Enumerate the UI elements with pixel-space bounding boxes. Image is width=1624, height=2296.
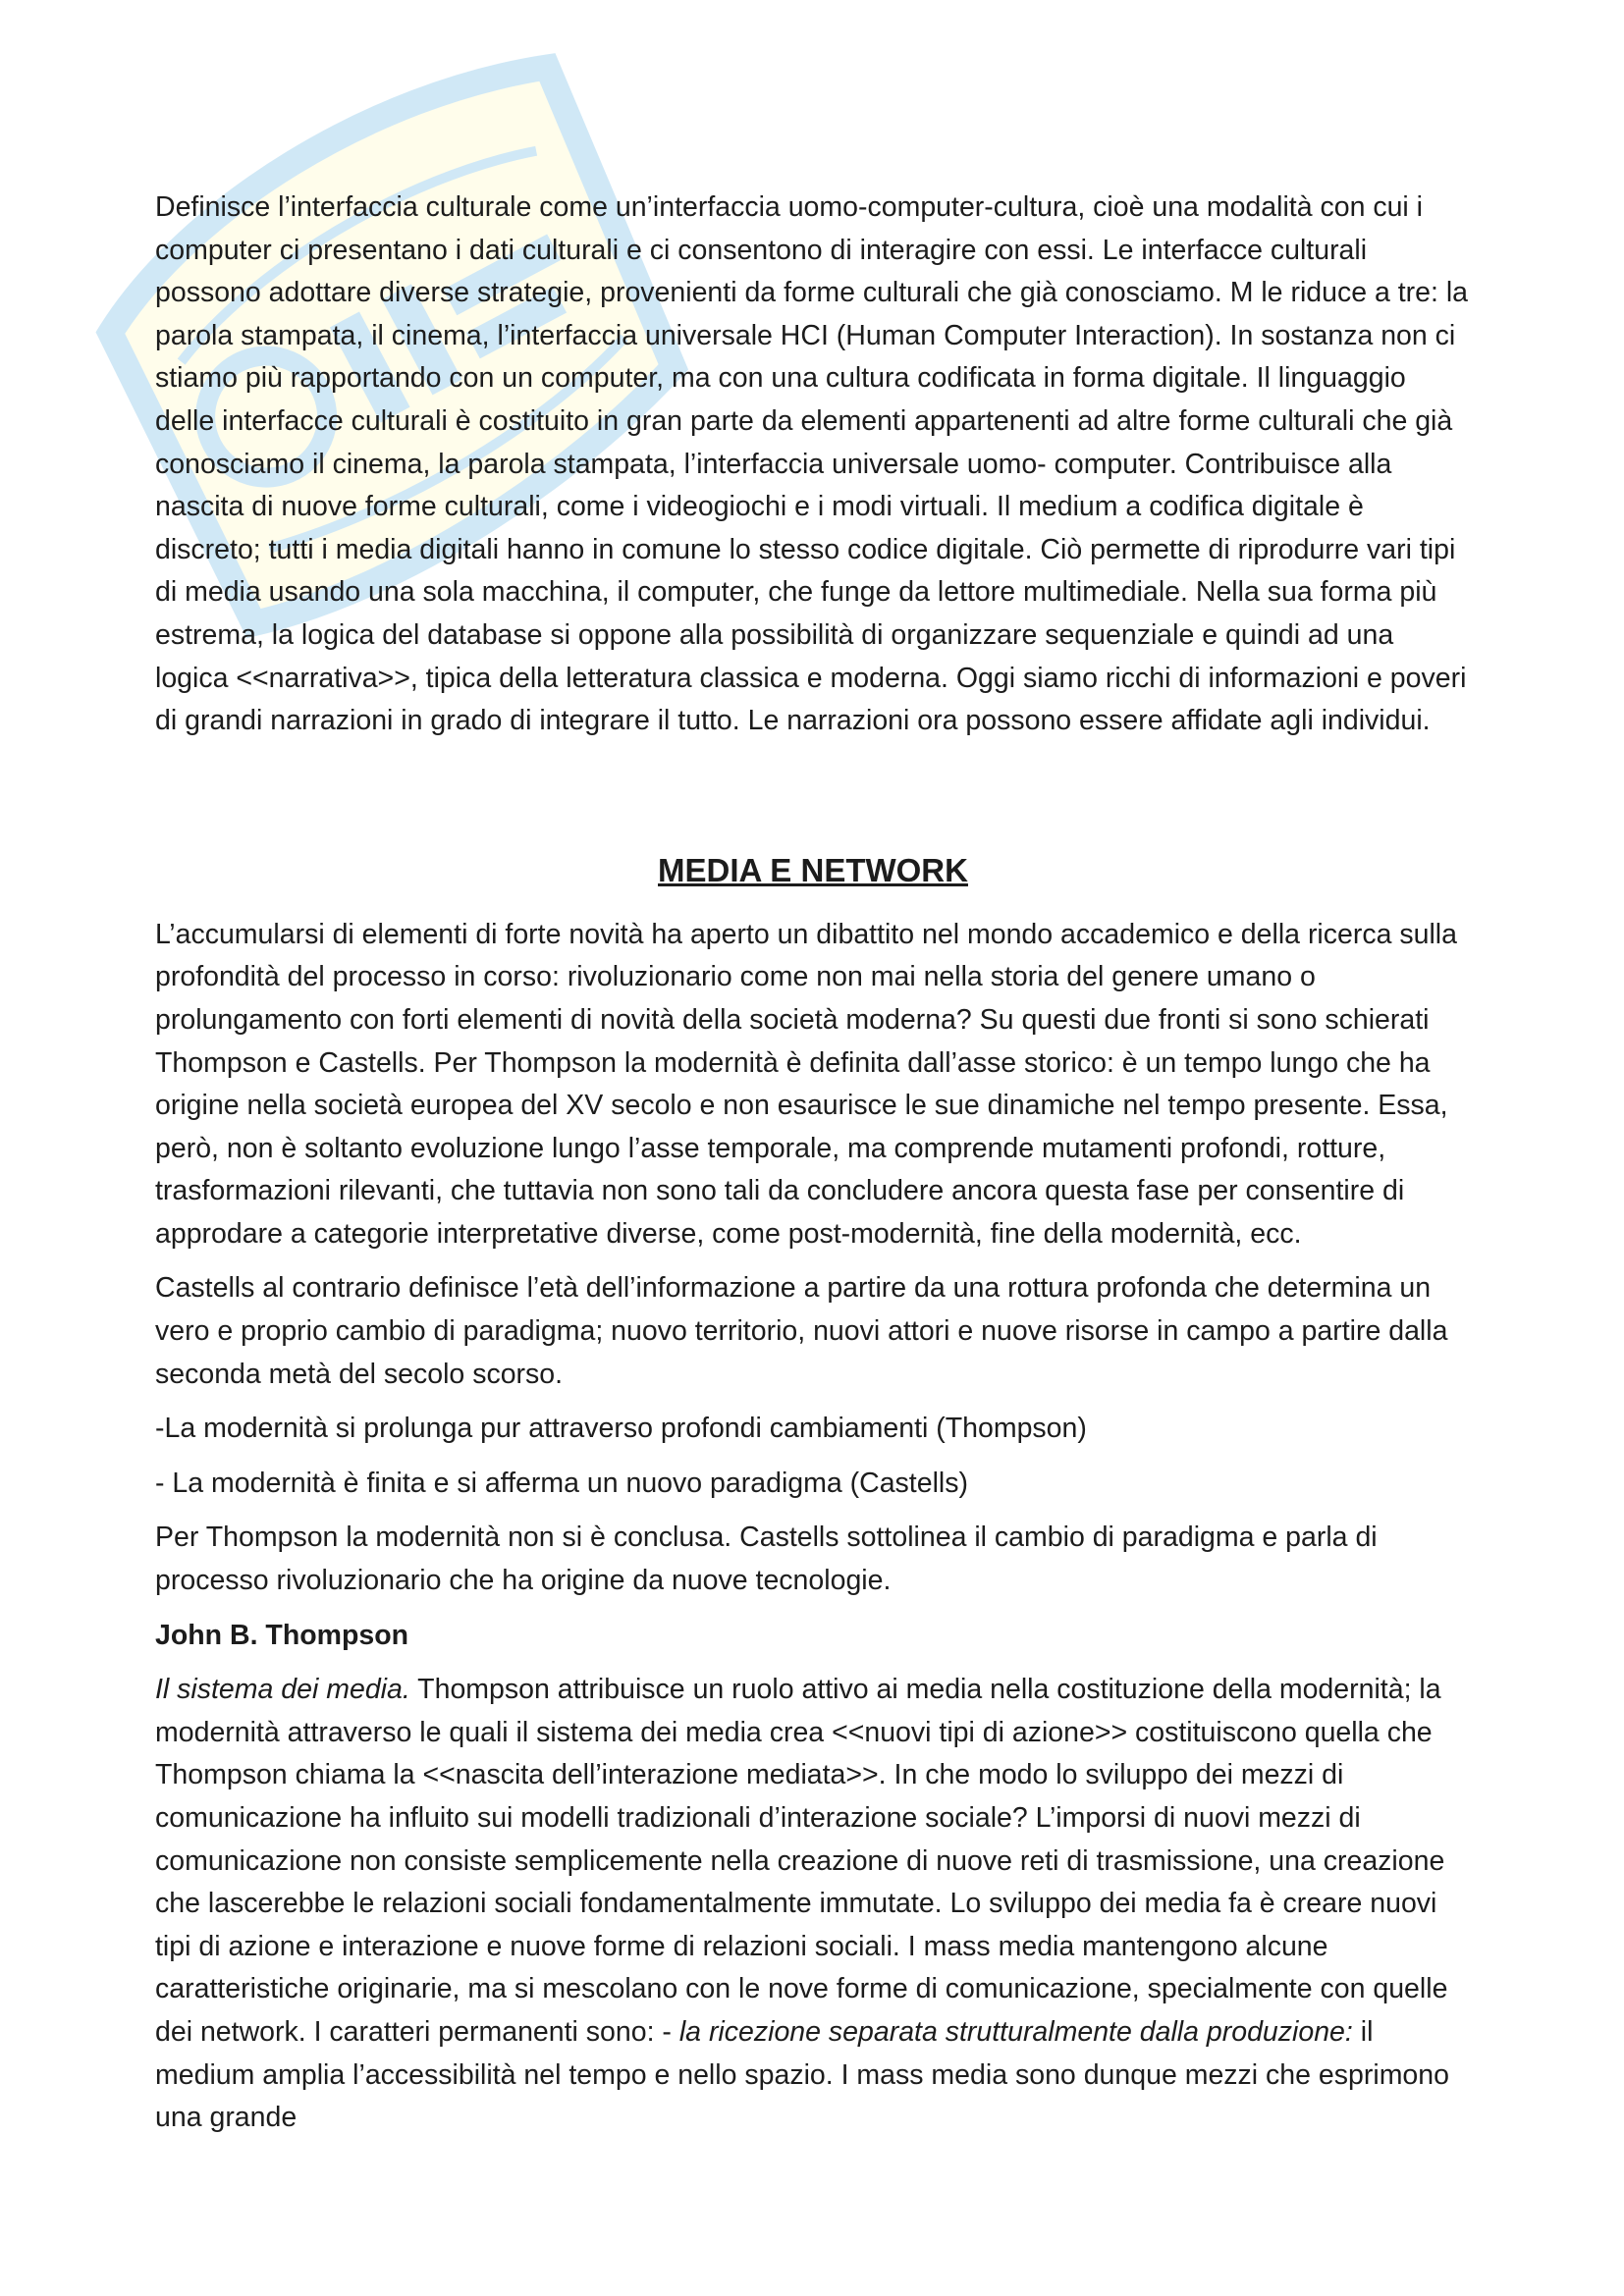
section-title: MEDIA E NETWORK bbox=[658, 851, 968, 888]
section-paragraph-2: Castells al contrario definisce l’età dell’informazione a partire da una rottura profonda che determina un vero e proprio cambio di paradigma; nuovo territorio, nuovi attori e nuove risorse in campo a partire dalla seconda metà del secolo scorso. bbox=[155, 1272, 1448, 1390]
thompson-italic-phrase: la ricezione separata strutturalmente dalla produzione: bbox=[678, 2015, 1353, 2048]
section-paragraph-4: - La modernità è finita e si afferma un nuovo paradigma (Castells) bbox=[155, 1467, 968, 1499]
section-paragraph-3: -La modernità si prolunga pur attraverso profondi cambiamenti (Thompson) bbox=[155, 1413, 1087, 1445]
thompson-body-part2: il medium amplia l’accessibilità nel tempo e nello spazio. I mass media sono dunque mezzi che esprimono una grande bbox=[155, 2015, 1449, 2134]
document-page bbox=[155, 187, 1471, 2140]
thompson-paragraph bbox=[155, 1669, 1471, 2140]
thompson-heading: John B. Thompson bbox=[155, 1619, 409, 1651]
section-paragraph-5: Per Thompson la modernità non si è conclusa. Castells sottolinea il cambio di paradigma e parla di processo rivoluzionario che ha origine da nuove tecnologie. bbox=[155, 1522, 1378, 1597]
intro-paragraph: Definisce l’interfaccia culturale come un’interfaccia uomo-computer-cultura, cioè una modalità con cui i computer ci presentano i dati culturali e ci consentono di interagire con essi. Le interfacce culturali possono adottare diverse strategie, provenienti da forme culturali che già conosciamo. M le riduce a tre: la parola stampata, il cinema, l’interfaccia universale HCI (Human Computer Interaction). In sostanza non ci stiamo più rapportando con un computer, ma con una cultura codificata in forma digitale. Il linguaggio delle interfacce culturali è costituito in gran parte da elementi appartenenti ad altre forme culturali che già conosciamo il cinema, la parola stampata, l’interfaccia universale uomo- computer. Contribuisce alla nascita di nuove forme culturali, come i videogiochi e i modi virtuali. Il medium a codifica digitale è discreto; tutti i media digitali hanno in comune lo stesso codice digitale. Ciò permette di riprodurre vari tipi di media usando una sola macchina, il computer, che funge da lettore multimediale. Nella sua forma più estrema, la logica del database si oppone alla possibilità di organizzare sequenziale e quindi ad una logica <<narrativa>>, tipica della letteratura classica e moderna. Oggi siamo ricchi di informazioni e poveri di grandi narrazioni in grado di integrare il tutto. Le narrazioni ora possono essere affidate agli individui. bbox=[155, 191, 1469, 737]
section-paragraph-1: L’accumularsi di elementi di forte novità ha aperto un dibattito nel mondo accademico e della ricerca sulla profondità del processo in corso: rivoluzionario come non mai nella storia del genere umano o prolungamento con forti elementi di novità della società moderna? Su questi due fronti si sono schierati Thompson e Castells. Per Thompson la modernità è definita dall’asse storico: è un tempo lungo che ha origine nella società europea del XV secolo e non esaurisce le sue dinamiche nel tempo presente. Essa, però, non è soltanto evoluzione lungo l’asse temporale, ma comprende mutamenti profondi, rotture, trasformazioni rilevanti, che tuttavia non sono tali da concludere ancora questa fase per consentire di approdare a categorie interpretative diverse, come post-modernità, fine della modernità, ecc. bbox=[155, 918, 1457, 1250]
thompson-body-part1: Thompson attribuisce un ruolo attivo ai media nella costituzione della modernità; la modernità attraverso le quali il sistema dei media crea <<nuovi tipi di azione>> costituiscono quella che Thompson chiama la <<nascita dell’interazione mediata>>. In che modo lo sviluppo dei mezzi di comunicazione ha influito sui modelli tradizionali d’interazione sociale? L’imporsi di nuovi mezzi di comunicazione non consiste semplicemente nella creazione di nuove reti di trasmissione, una creazione che lascerebbe le relazioni sociali fondamentalmente immutate. Lo sviluppo dei media fa è creare nuovi tipi di azione e interazione e nuove forme di relazioni sociali. I mass media mantengono alcune caratteristiche originarie, ma si mescolano con le nove forme di comunicazione, specialmente con quelle dei network. I caratteri permanenti sono: - bbox=[155, 1674, 1448, 2048]
thompson-lead-italic: Il sistema dei media. bbox=[155, 1674, 410, 1706]
